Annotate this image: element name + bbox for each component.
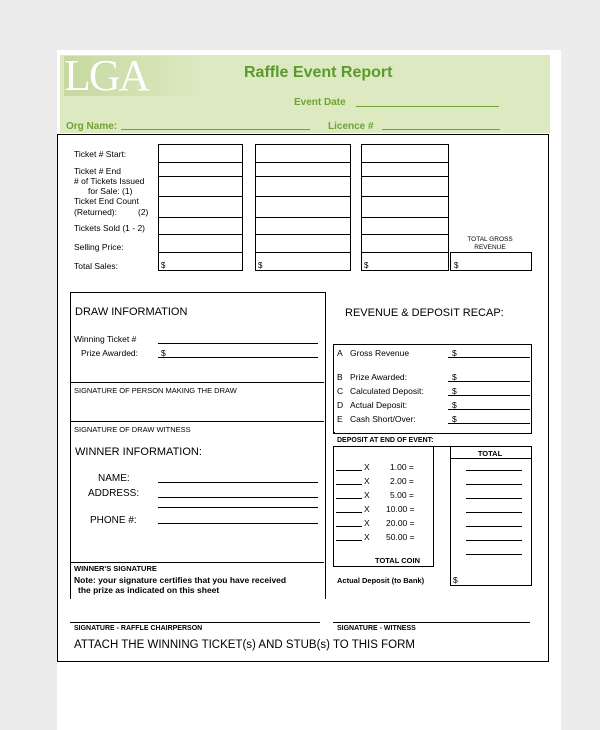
recap-d-letter: D	[337, 400, 344, 410]
coin-value-6: 50.00 =	[386, 532, 415, 542]
address-field-1[interactable]	[158, 497, 318, 498]
recap-e-field[interactable]	[448, 423, 530, 424]
coin-qty-5[interactable]	[336, 526, 362, 527]
event-date-label: Event Date	[294, 97, 346, 108]
licence-label: Licence #	[328, 121, 374, 132]
phone-field[interactable]	[158, 523, 318, 524]
witness-signature-line[interactable]	[333, 622, 530, 623]
name-label: NAME:	[98, 473, 130, 484]
sig-person-label: SIGNATURE OF PERSON MAKING THE DRAW	[74, 386, 237, 395]
coin-total-2[interactable]	[466, 484, 522, 485]
recap-a-label: Gross Revenue	[350, 348, 410, 358]
recap-top-border	[333, 344, 530, 345]
licence-field[interactable]	[382, 129, 500, 130]
recap-b-letter: B	[337, 372, 343, 382]
total-gross-line2: REVENUE	[474, 244, 506, 251]
deposit-left-line	[333, 446, 334, 566]
end-count-label: Ticket End Count	[74, 196, 139, 206]
recap-e-label: Cash Short/Over:	[350, 414, 416, 424]
deposit-top-line	[333, 446, 456, 447]
coin-qty-4[interactable]	[336, 512, 362, 513]
prize-awarded-field[interactable]	[158, 357, 318, 358]
recap-c-currency: $	[452, 386, 457, 396]
ticket-end-label: Ticket # End	[74, 166, 121, 176]
recap-a-letter: A	[337, 348, 343, 358]
for-sale-label: for Sale: (1)	[88, 186, 133, 196]
recap-a-currency: $	[452, 348, 457, 358]
deposit-label: DEPOSIT AT END OF EVENT:	[337, 437, 434, 444]
coin-qty-1[interactable]	[336, 470, 362, 471]
recap-d-field[interactable]	[448, 409, 530, 410]
tickets-sold-label: Tickets Sold (1 - 2)	[74, 223, 146, 233]
recap-title: REVENUE & DEPOSIT RECAP:	[345, 307, 504, 319]
chairperson-signature-line[interactable]	[70, 622, 320, 623]
coin-total-4[interactable]	[466, 512, 522, 513]
coin-total-5[interactable]	[466, 526, 522, 527]
sig-witness-label: SIGNATURE OF DRAW WITNESS	[74, 425, 191, 434]
recap-d-label: Actual Deposit:	[350, 400, 408, 410]
winner-signature-line[interactable]	[70, 562, 324, 563]
recap-c-label: Calculated Deposit:	[350, 386, 424, 396]
deposit-total-column	[450, 446, 532, 586]
draw-info-title: DRAW INFORMATION	[75, 306, 188, 318]
attach-instruction: ATTACH THE WINNING TICKET(s) AND STUB(s) TO THIS FORM	[74, 639, 415, 651]
winning-ticket-label: Winning Ticket #	[74, 334, 137, 344]
coin-total-6[interactable]	[466, 540, 522, 541]
total-gross-revenue-field[interactable]	[450, 252, 532, 271]
col3-currency: $	[364, 261, 369, 270]
coin-x-4: X	[364, 504, 370, 514]
ticket-start-label: Ticket # Start:	[74, 149, 127, 159]
recap-c-letter: C	[337, 386, 344, 396]
coin-x-2: X	[364, 476, 370, 486]
sig-person-line[interactable]	[70, 382, 324, 383]
total-coin-field[interactable]	[466, 554, 522, 555]
prize-currency: $	[161, 348, 166, 358]
recap-b-field[interactable]	[448, 381, 530, 382]
total-coin-label: TOTAL COIN	[375, 556, 420, 565]
form-title: Raffle Event Report	[244, 64, 393, 81]
org-name-field[interactable]	[121, 129, 310, 130]
address-field-2[interactable]	[158, 507, 318, 508]
total-sales-label: Total Sales:	[74, 261, 118, 271]
chairperson-signature-label: SIGNATURE - RAFFLE CHAIRPERSON	[74, 625, 203, 632]
total-gross-line1: TOTAL GROSS	[467, 236, 513, 243]
winning-ticket-field[interactable]	[158, 343, 318, 344]
coin-x-6: X	[364, 532, 370, 542]
ticket-column-3[interactable]	[361, 144, 449, 271]
ticket-column-1[interactable]	[158, 144, 243, 271]
coin-qty-6[interactable]	[336, 540, 362, 541]
col1-currency: $	[161, 261, 166, 270]
phone-label: PHONE #:	[90, 515, 137, 526]
org-name-label: Org Name:	[66, 121, 118, 132]
recap-e-currency: $	[452, 414, 457, 424]
recap-b-currency: $	[452, 372, 457, 382]
col2-currency: $	[258, 261, 263, 270]
prize-awarded-label: Prize Awarded:	[81, 348, 139, 358]
actual-deposit-label: Actual Deposit (to Bank)	[337, 576, 425, 585]
lga-logo: LGA	[64, 56, 199, 96]
name-field[interactable]	[158, 482, 318, 483]
coin-value-1: 1.00 =	[390, 462, 414, 472]
coin-x-1: X	[364, 462, 370, 472]
witness-signature-label: SIGNATURE - WITNESS	[337, 625, 416, 632]
total-gross-currency: $	[454, 261, 459, 270]
coin-qty-2[interactable]	[336, 484, 362, 485]
event-date-field[interactable]	[356, 106, 499, 107]
winner-info-title: WINNER INFORMATION:	[75, 446, 202, 458]
winner-signature-label: WINNER'S SIGNATURE	[74, 564, 157, 573]
coin-total-3[interactable]	[466, 498, 522, 499]
coin-x-3: X	[364, 490, 370, 500]
recap-c-field[interactable]	[448, 395, 530, 396]
coin-x-5: X	[364, 518, 370, 528]
recap-d-currency: $	[452, 400, 457, 410]
address-label: ADDRESS:	[88, 488, 140, 499]
coin-value-3: 5.00 =	[390, 490, 414, 500]
winner-note-line2: the prize as indicated on this sheet	[78, 585, 220, 595]
deposit-right-line	[433, 446, 434, 567]
recap-e-letter: E	[337, 414, 343, 424]
winner-note-line1: Note: your signature certifies that you have received	[74, 575, 287, 585]
deposit-total-header: TOTAL	[477, 449, 503, 458]
recap-left-border	[333, 344, 334, 432]
coin-qty-3[interactable]	[336, 498, 362, 499]
coin-value-5: 20.00 =	[386, 518, 415, 528]
coin-value-2: 2.00 =	[390, 476, 414, 486]
coin-total-1[interactable]	[466, 470, 522, 471]
selling-price-label: Selling Price:	[74, 242, 124, 252]
deposit-bottom-line	[333, 566, 433, 567]
ticket-column-2[interactable]	[255, 144, 351, 271]
actual-deposit-currency: $	[453, 575, 458, 585]
sig-witness-line[interactable]	[70, 421, 324, 422]
recap-b-label: Prize Awarded:	[350, 372, 408, 382]
total-gross-revenue-label	[454, 236, 526, 252]
tickets-issued-label: # of Tickets Issued	[74, 176, 145, 186]
returned-label: (Returned):	[74, 207, 117, 217]
recap-a-field[interactable]	[448, 357, 530, 358]
coin-value-4: 10.00 =	[386, 504, 415, 514]
returned-num: (2)	[138, 207, 149, 217]
